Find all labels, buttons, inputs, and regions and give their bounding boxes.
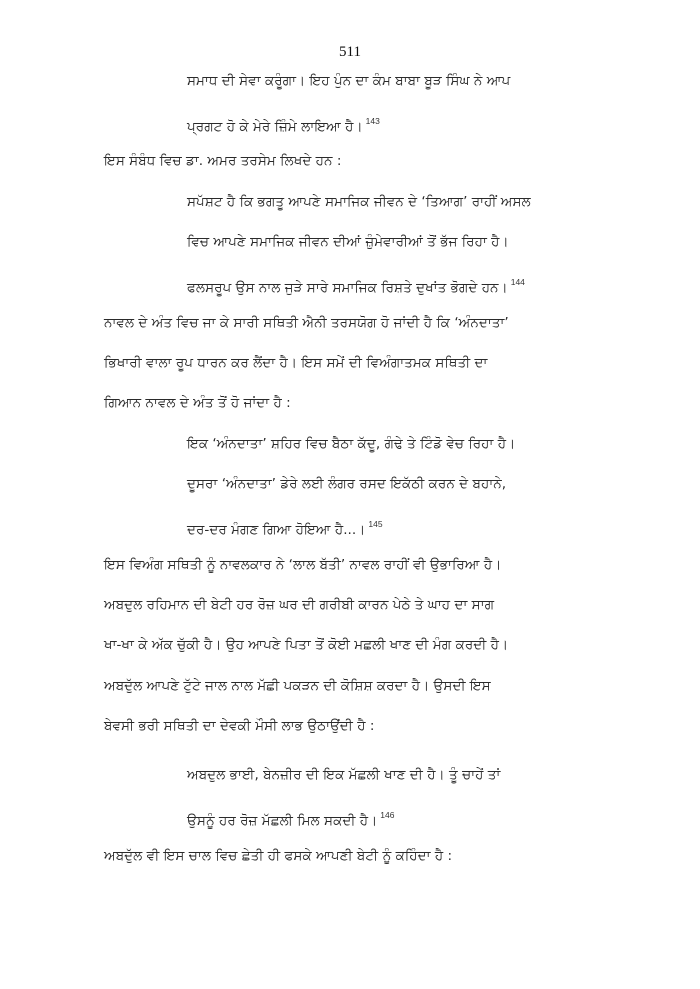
quote-line: [187, 232, 509, 252]
line-text: ਉਸਨੂੰ ਹਰ ਰੋਜ਼ ਮੱਛਲੀ ਮਿਲ ਸਕਦੀ ਹੈ।: [187, 813, 378, 829]
line-text: ਅਬਦੁਲ ਭਾਈ, ਬੇਨਜ਼ੀਰ ਦੀ ਇਕ ਮੱਛਲੀ ਖਾਣ ਦੀ ਹੈ। ਤੂੰ ਚਾਹੇਂ ਤਾਂ: [187, 767, 501, 783]
line-text: ਇਸ ਵਿਅੰਗ ਸਥਿਤੀ ਨੂੰ ਨਾਵਲਕਾਰ ਨੇ ‘ਲਾਲ ਬੱਤੀ’ ਨਾਵਲ ਰਾਹੀਂ ਵੀ ਉਭਾਰਿਆ ਹੈ।: [104, 557, 502, 573]
line-text: ਭਿਖਾਰੀ ਵਾਲਾ ਰੂਪ ਧਾਰਨ ਕਰ ਲੈਂਦਾ ਹੈ। ਇਸ ਸਮੇਂ ਦੀ ਵਿਅੰਗਾਤਮਕ ਸਥਿਤੀ ਦਾ: [104, 355, 488, 371]
page-number: 511: [339, 44, 361, 60]
quote-line: [187, 192, 531, 212]
line-text: ਵਿਚ ਆਪਣੇ ਸਮਾਜਿਕ ਜੀਵਨ ਦੀਆਂ ਜ਼ੁੰਮੇਵਾਰੀਆਂ ਤੋਂ ਭੱਜ ਰਿਹਾ ਹੈ।: [187, 234, 509, 250]
line-text: ਖਾ-ਖਾ ਕੇ ਅੱਕ ਚੁੱਕੀ ਹੈ। ਉਹ ਆਪਣੇ ਪਿਤਾ ਤੋਂ ਕੋਈ ਮਛਲੀ ਖਾਣ ਦੀ ਮੰਗ ਕਰਦੀ ਹੈ।: [104, 637, 509, 653]
quote-line: [187, 272, 525, 298]
footnote-marker: 143: [365, 116, 380, 126]
line-text: ਅਬਦੁਲ ਰਹਿਮਾਨ ਦੀ ਬੇਟੀ ਹਰ ਰੋਜ਼ ਘਰ ਦੀ ਗਰੀਬੀ ਕਾਰਨ ਪੇਠੇ ਤੇ ਘਾਹ ਦਾ ਸਾਗ: [104, 597, 495, 613]
body-line: [104, 313, 509, 333]
line-text: ਪ੍ਰਗਟ ਹੋ ਕੇ ਮੇਰੇ ਜ਼ਿੰਮੇ ਲਾਇਆ ਹੈ।: [187, 119, 363, 135]
line-text: ਅਬਦੁੱਲ ਆਪਣੇ ਟੁੱਟੇ ਜਾਲ ਨਾਲ ਮੱਛੀ ਪਕੜਨ ਦੀ ਕੋਸ਼ਿਸ਼ ਕਰਦਾ ਹੈ। ਉਸਦੀ ਇਸ: [104, 678, 491, 694]
body-line: [104, 846, 452, 866]
footnote-marker: 146: [380, 810, 395, 820]
quote-line: [187, 111, 380, 137]
footnote-marker: 145: [368, 519, 383, 529]
footnote-marker: 144: [510, 277, 525, 287]
body-line: [104, 151, 341, 171]
body-line: [104, 393, 291, 413]
body-line: [104, 595, 494, 615]
line-text: ਸਮਾਧ ਦੀ ਸੇਵਾ ਕਰੂੰਗਾ। ਇਹ ਪੁੰਨ ਦਾ ਕੰਮ ਬਾਬਾ ਬੂੜ ਸਿੰਘ ਨੇ ਆਪ: [187, 73, 511, 89]
line-text: ਨਾਵਲ ਦੇ ਅੰਤ ਵਿਚ ਜਾ ਕੇ ਸਾਰੀ ਸਥਿਤੀ ਐਨੀ ਤਰਸਯੋਗ ਹੋ ਜਾਂਦੀ ਹੈ ਕਿ ‘ਅੰਨਦਾਤਾ’: [104, 315, 509, 331]
body-line: [104, 716, 374, 736]
line-text: ਬੇਵਸੀ ਭਰੀ ਸਥਿਤੀ ਦਾ ਦੇਵਕੀ ਮੌਸੀ ਲਾਭ ਉਠਾਉਂਦੀ ਹੈ :: [104, 718, 375, 734]
line-text: ਇਕ ‘ਅੰਨਦਾਤਾ’ ਸ਼ਹਿਰ ਵਿਚ ਬੈਠਾ ਕੱਦੂ, ਗੰਢੇ ਤੇ ਟਿੰਡੋ ਵੇਚ ਰਿਹਾ ਹੈ।: [187, 436, 516, 452]
line-text: ਗਿਆਨ ਨਾਵਲ ਦੇ ਅੰਤ ਤੋਂ ਹੋ ਜਾਂਦਾ ਹੈ :: [104, 395, 291, 411]
line-text: ਫਲਸਰੂਪ ਉਸ ਨਾਲ ਜੁੜੇ ਸਾਰੇ ਸਮਾਜਿਕ ਰਿਸ਼ਤੇ ਦੁਖਾਂਤ ਭੋਗਦੇ ਹਨ।: [187, 280, 508, 296]
body-line: [104, 676, 491, 696]
quote-line: [187, 434, 515, 454]
body-line: [104, 555, 501, 575]
quote-line: [187, 805, 394, 831]
quote-line: [187, 71, 510, 91]
line-text: ਅਬਦੁੱਲ ਵੀ ਇਸ ਚਾਲ ਵਿਚ ਛੇਤੀ ਹੀ ਫਸਕੇ ਆਪਣੀ ਬੇਟੀ ਨੂੰ ਕਹਿੰਦਾ ਹੈ :: [104, 848, 453, 864]
quote-line: [187, 765, 500, 785]
body-line: [104, 635, 508, 655]
body-line: [104, 353, 487, 373]
line-text: ਇਸ ਸੰਬੰਧ ਵਿਚ ਡਾ. ਅਮਰ ਤਰਸੇਮ ਲਿਖਦੇ ਹਨ :: [104, 153, 342, 169]
line-text: ਦੂਸਰਾ ‘ਅੰਨਦਾਤਾ’ ਡੇਰੇ ਲਈ ਲੰਗਰ ਰਸਦ ਇਕੱਠੀ ਕਰਨ ਦੇ ਬਹਾਨੇ,: [187, 476, 507, 492]
line-text: ਦਰ-ਦਰ ਮੰਗਣ ਗਿਆ ਹੋਇਆ ਹੈ...।: [187, 522, 366, 538]
line-text: ਸਪੱਸ਼ਟ ਹੈ ਕਿ ਭਗਤੂ ਆਪਣੇ ਸਮਾਜਿਕ ਜੀਵਨ ਦੇ ‘ਤਿਆਗ’ ਰਾਹੀਂ ਅਸਲ: [187, 194, 531, 210]
quote-line: [187, 514, 383, 540]
quote-line: [187, 474, 506, 494]
